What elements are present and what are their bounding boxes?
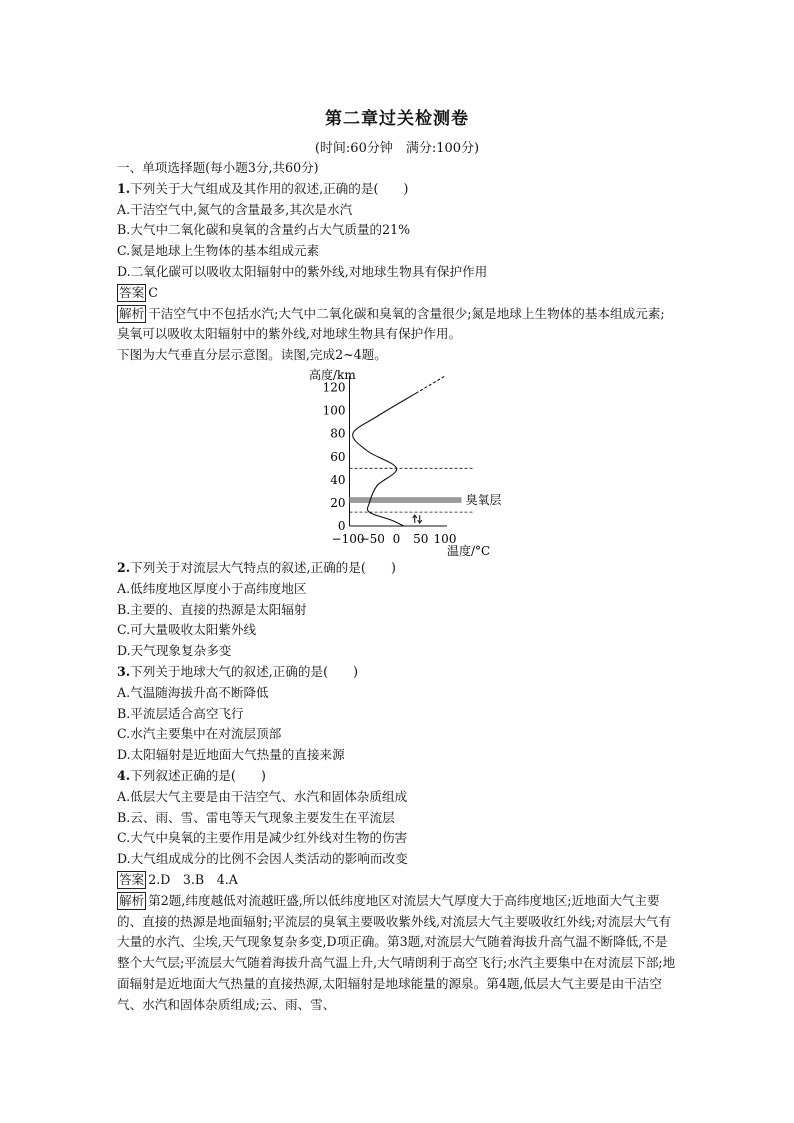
- y-axis-label: 高度/km: [309, 367, 356, 382]
- question-text: 下列关于地球大气的叙述,正确的是( ): [130, 663, 359, 679]
- option: A.低纬度地区厚度小于高纬度地区: [117, 580, 307, 596]
- x-tick-label: −100: [331, 531, 365, 546]
- y-tick-label: 80: [330, 426, 346, 441]
- answer-line: [117, 283, 677, 304]
- answer-line: [117, 870, 677, 891]
- option: A.低层大气主要是由干洁空气、水汽和固体杂质组成: [117, 788, 408, 804]
- question-3-stem: [117, 662, 677, 683]
- question-number: 3.: [117, 663, 131, 679]
- y-tick-label: 120: [322, 380, 346, 395]
- temperature-curve: [353, 393, 416, 526]
- x-axis-label: 温度/°C: [447, 543, 491, 558]
- analysis-text: 第2题,纬度越低对流越旺盛,所以低纬度地区对流层大气厚度大于高纬度地区;近地面大气主要的、直接的热源是地面辐射;平流层的臭氧主要吸收紫外线,对流层大气主要吸收红外线;对流层大气有大量的水汽、尘埃,天气现象复杂多变,D项正确。第3题,对流层大气随着海拔升高气温不断降低,不是整个大气层;平流层大气随着海拔升高气温上升,大气晴朗利于高空飞行;水汽主要集中在对流层下部;地面辐射是近地面大气热量的直接热源,太阳辐射是地球能量的源泉。第4题,低层大气主要是由干洁空气、水汽和固体杂质组成;云、雨、雪、: [117, 892, 676, 1012]
- question-text: 下列关于对流层大气特点的叙述,正确的是( ): [130, 559, 396, 575]
- option: C.水汽主要集中在对流层顶部: [117, 726, 282, 742]
- option: B.云、雨、雪、雷电等天气现象主要发生在平流层: [117, 809, 395, 825]
- x-tick-label: −50: [359, 531, 385, 546]
- analysis-text: 干洁空气中不包括水汽;大气中二氧化碳和臭氧的含量很少;氮是地球上生物体的基本组成元素;臭氧可以吸收太阳辐射中的紫外线,对地球生物具有保护作用。: [117, 305, 665, 342]
- ozone-layer-label: 臭氧层: [465, 493, 502, 508]
- option: B.大气中二氧化碳和臭氧的含量约占大气质量的21%: [117, 222, 411, 238]
- question-number: 1.: [117, 180, 131, 196]
- answer-tag: 答案: [119, 284, 145, 300]
- atmosphere-figure: [117, 366, 677, 558]
- question-4-stem: [117, 766, 677, 787]
- option: D.天气现象复杂多变: [117, 643, 232, 659]
- y-tick-label: 20: [330, 495, 346, 510]
- y-tick-label: 60: [330, 449, 346, 464]
- option: A.干洁空气中,氮气的含量最多,其次是水汽: [117, 201, 353, 217]
- figure-intro: 下图为大气垂直分层示意图。读图,完成2~4题。: [117, 347, 387, 363]
- question-text: 下列叙述正确的是( ): [130, 767, 266, 783]
- analysis-tag: 解析: [119, 305, 145, 321]
- x-tick-label: 100: [433, 531, 457, 546]
- question-number: 4.: [117, 767, 131, 783]
- answer-tag: 答案: [119, 871, 145, 887]
- option: B.主要的、直接的热源是太阳辐射: [117, 601, 307, 617]
- y-tick-label: 100: [322, 403, 346, 418]
- temperature-curve-extension: [416, 376, 445, 393]
- question-1-stem: [117, 179, 677, 200]
- analysis-paragraph: [117, 891, 677, 1016]
- y-tick-labels: [323, 381, 346, 533]
- y-tick-label: 0: [337, 518, 346, 533]
- exam-info: (时间:60分钟 满分:100分): [314, 141, 480, 156]
- question-number: 2.: [117, 559, 131, 575]
- question-text: 下列关于大气组成及其作用的叙述,正确的是( ): [130, 180, 409, 196]
- x-tick-labels: [332, 532, 457, 546]
- analysis-tag: 解析: [119, 892, 145, 908]
- analysis-paragraph: [117, 304, 677, 346]
- page-title: 第二章过关检测卷: [325, 109, 469, 129]
- option: C.大气中臭氧的主要作用是减少红外线对生物的伤害: [117, 830, 408, 846]
- answer-value: 2.D 3.B 4.A: [148, 871, 238, 887]
- answer-value: C: [148, 284, 158, 300]
- content: [117, 158, 677, 1016]
- option: C.可大量吸收太阳紫外线: [117, 622, 257, 638]
- convection-arrows-icon: [413, 515, 422, 523]
- option: A.气温随海拔升高不断降低: [117, 684, 269, 700]
- question-2-stem: [117, 558, 677, 579]
- y-tick-label: 40: [330, 472, 346, 487]
- x-tick-label: 50: [413, 531, 429, 546]
- option: D.大气组成成分的比例不会因人类活动的影响而改变: [117, 851, 408, 867]
- option: D.二氧化碳可以吸收太阳辐射中的紫外线,对地球生物具有保护作用: [117, 263, 488, 279]
- x-tick-label: 0: [392, 531, 401, 546]
- section-heading: 一、单项选择题(每小题3分,共60分): [117, 160, 319, 175]
- atmosphere-layer-diagram: [307, 366, 527, 558]
- ozone-layer-band: [350, 497, 462, 503]
- option: D.太阳辐射是近地面大气热量的直接来源: [117, 747, 345, 763]
- option: B.平流层适合高空飞行: [117, 705, 244, 721]
- option: C.氮是地球上生物体的基本组成元素: [117, 243, 320, 259]
